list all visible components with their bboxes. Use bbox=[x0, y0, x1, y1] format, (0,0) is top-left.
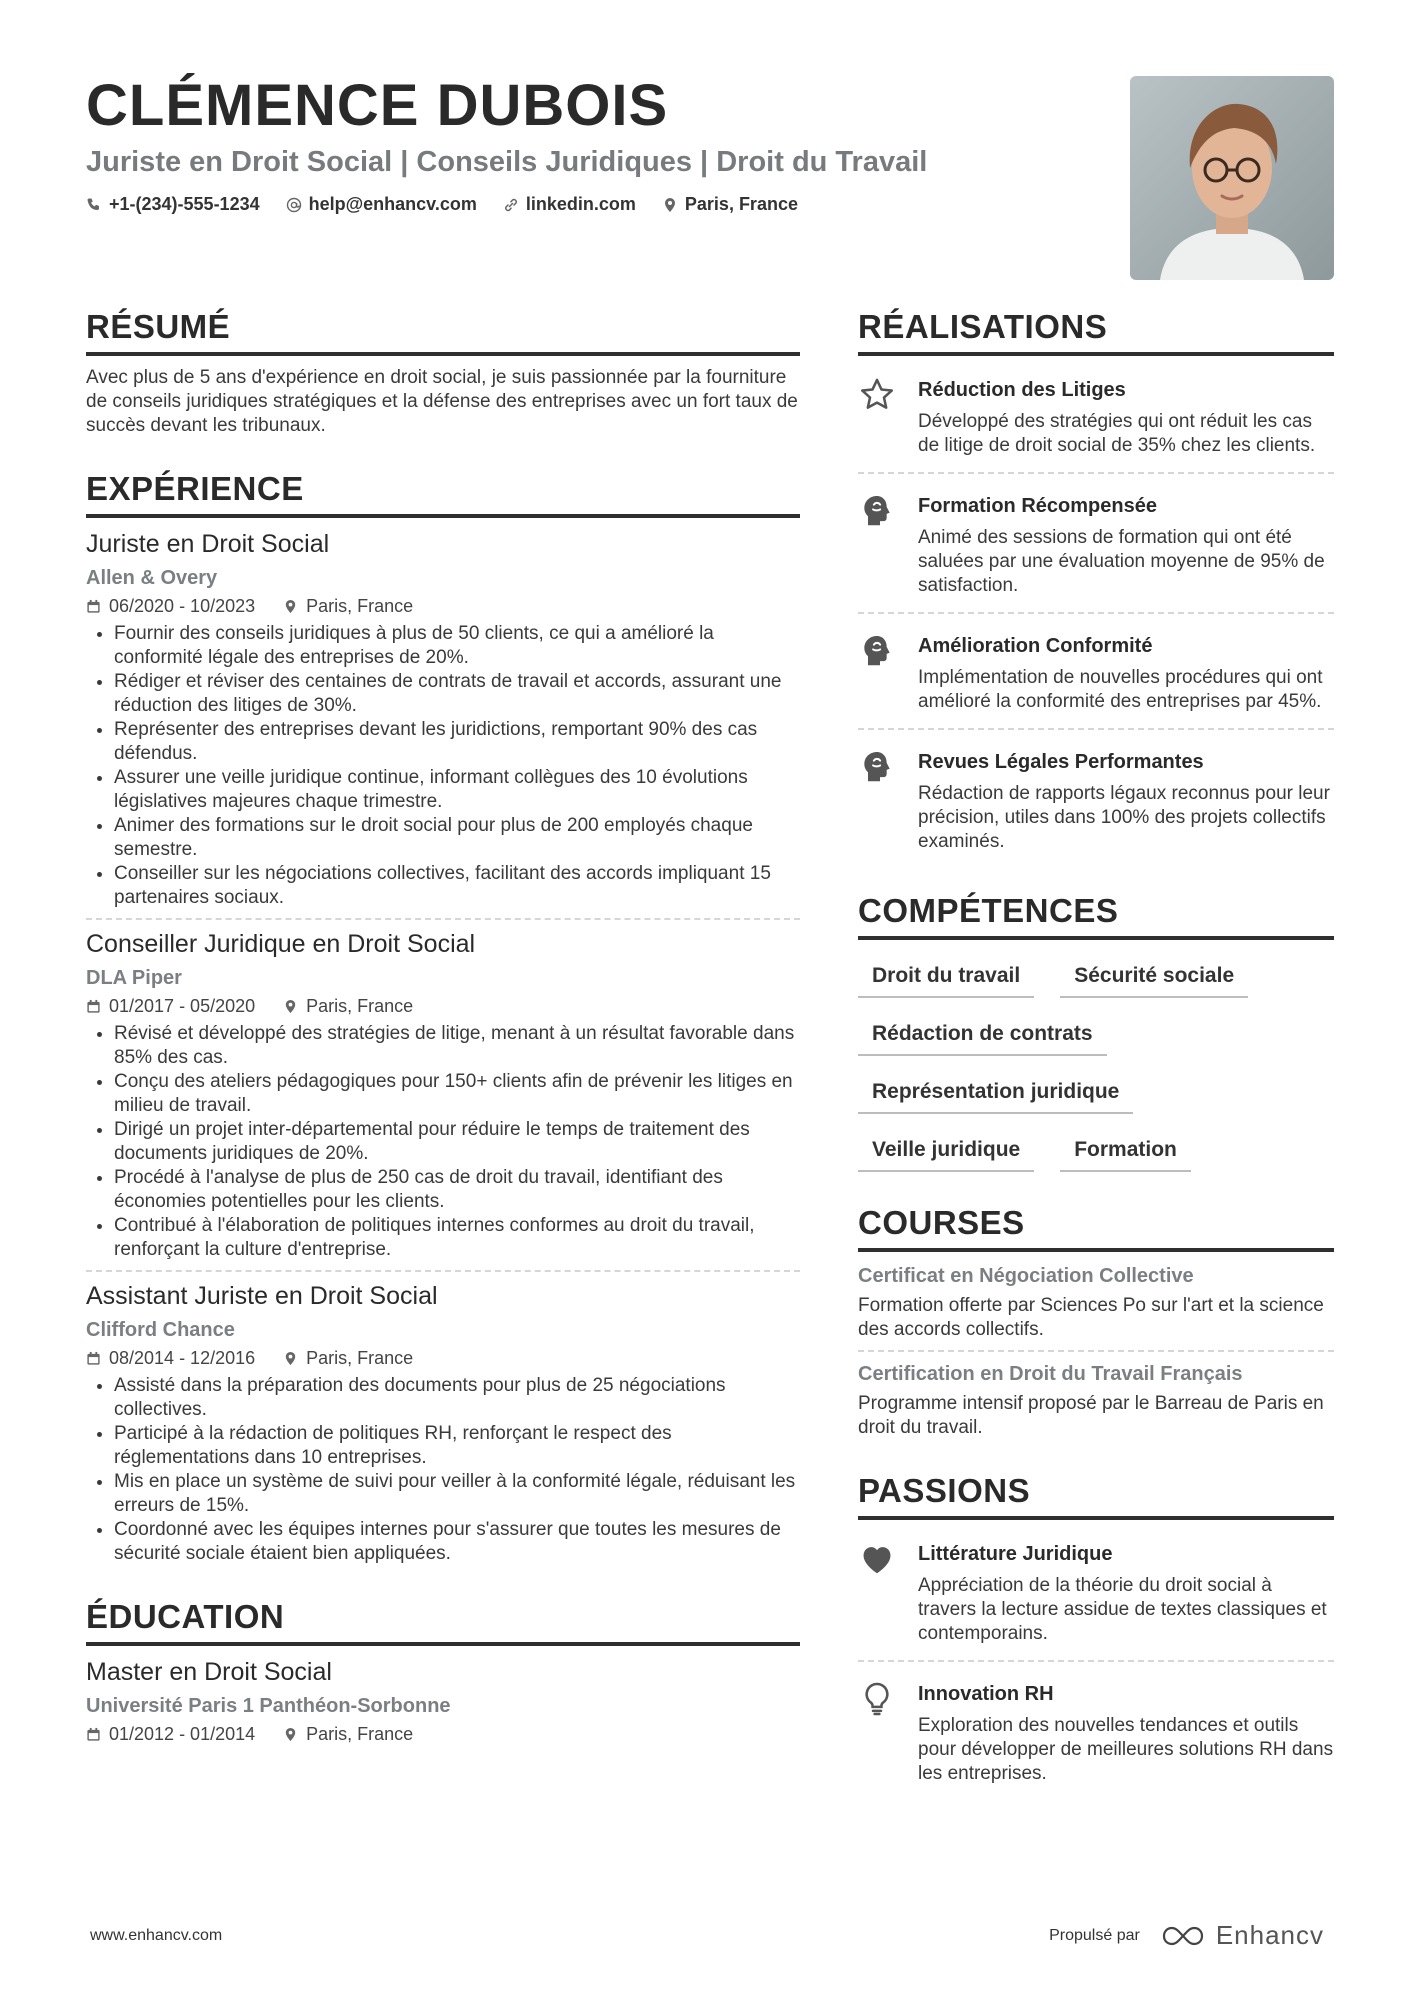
course-title: Certificat en Négociation Collective bbox=[858, 1265, 1194, 1287]
job-dates: 01/2017 - 05/2020 bbox=[109, 996, 256, 1016]
skill-tag: Représentation juridique bbox=[858, 1074, 1133, 1114]
brand-name: Enhancv bbox=[1215, 1920, 1324, 1950]
achievement-item bbox=[858, 622, 1334, 720]
course-item bbox=[858, 1262, 1334, 1342]
job-title: Conseiller Juridique en Droit Social bbox=[86, 930, 476, 958]
candidate-subtitle: Juriste en Droit Social | Conseils Juridiques | Droit du Travail bbox=[86, 146, 928, 178]
section-title-education: ÉDUCATION bbox=[86, 1598, 285, 1635]
section-title-passions: PASSIONS bbox=[858, 1472, 1031, 1509]
job-location: Paris, France bbox=[306, 596, 414, 616]
course-desc: Programme intensif proposé par le Barreau de Paris en droit du travail. bbox=[858, 1393, 1324, 1438]
dashed-divider bbox=[858, 1350, 1334, 1352]
achievements-section bbox=[858, 306, 1334, 860]
bullet-item: • Animer des formations sur le droit social pour plus de 200 employés chaque semestre. bbox=[114, 814, 800, 862]
at-icon bbox=[286, 197, 302, 213]
skill-tag: Veille juridique bbox=[858, 1132, 1034, 1172]
bullet-item: • Coordonné avec les équipes internes pour s'assurer que toutes les mesures de sécurité sociale étaient bien appliquées. bbox=[114, 1518, 800, 1566]
bullet-item: • Assisté dans la préparation des documents pour plus de 25 négociations collectives. bbox=[114, 1374, 800, 1422]
powered-by-text: Propulsé par bbox=[1049, 1926, 1140, 1944]
header bbox=[86, 72, 1086, 215]
job-bullets bbox=[86, 1022, 800, 1262]
skill-tag: Rédaction de contrats bbox=[858, 1016, 1107, 1056]
course-item bbox=[858, 1360, 1334, 1440]
contact-bar bbox=[86, 194, 1086, 215]
skills-section bbox=[858, 890, 1334, 1172]
left-column bbox=[86, 306, 800, 1776]
star-icon bbox=[858, 376, 896, 414]
summary-section bbox=[86, 306, 800, 438]
dashed-divider bbox=[858, 612, 1334, 614]
bullet-item: • Procédé à l'analyse de plus de 250 cas de droit du travail, identifiant des économies potentielles pour les clients. bbox=[114, 1166, 800, 1214]
passion-desc: Exploration des nouvelles tendances et outils pour développer de meilleures solutions RH dans les entreprises. bbox=[918, 1715, 1334, 1784]
achievement-item bbox=[858, 366, 1334, 464]
job-dates: 06/2020 - 10/2023 bbox=[109, 596, 256, 616]
calendar-icon bbox=[86, 1351, 101, 1366]
head-brain-icon bbox=[858, 748, 896, 786]
achievement-title: Amélioration Conformité bbox=[918, 635, 1153, 657]
dashed-divider bbox=[858, 728, 1334, 730]
bullet-item: • Révisé et développé des stratégies de litige, menant à un résultat favorable dans 85% des cas. bbox=[114, 1022, 800, 1070]
experience-section bbox=[86, 468, 800, 1566]
summary-text: Avec plus de 5 ans d'expérience en droit social, je suis passionnée par la fourniture de conseils juridiques stratégiques et la défense des entreprises avec un fort taux de succès devant les tribunaux. bbox=[86, 367, 798, 436]
footer bbox=[90, 1920, 1324, 1951]
job-meta bbox=[86, 994, 800, 1018]
section-divider bbox=[86, 352, 800, 356]
school-name: Université Paris 1 Panthéon-Sorbonne bbox=[86, 1695, 451, 1717]
section-title-courses: COURSES bbox=[858, 1204, 1025, 1241]
bullet-item: • Assurer une veille juridique continue, informant collègues des 10 évolutions législatives majeures chaque trimestre. bbox=[114, 766, 800, 814]
achievement-desc: Animé des sessions de formation qui ont été saluées par une évaluation moyenne de 95% de satisfaction. bbox=[918, 527, 1325, 596]
job-entry bbox=[86, 528, 800, 910]
bullet-item: • Fournir des conseils juridiques à plus de 50 clients, ce qui a amélioré la conformité légale des entreprises de 20%. bbox=[114, 622, 800, 670]
bullet-item: • Rédiger et réviser des centaines de contrats de travail et accords, assurant une réduction des litiges de 30%. bbox=[114, 670, 800, 718]
head-brain-icon bbox=[858, 632, 896, 670]
passion-title: Innovation RH bbox=[918, 1683, 1054, 1705]
course-title: Certification en Droit du Travail Français bbox=[858, 1363, 1243, 1385]
job-entry bbox=[86, 928, 800, 1262]
job-title: Assistant Juriste en Droit Social bbox=[86, 1282, 438, 1310]
passion-title: Littérature Juridique bbox=[918, 1543, 1113, 1565]
bullet-item: • Dirigé un projet inter-départemental pour réduire le temps de traitement des documents juridiques de 20%. bbox=[114, 1118, 800, 1166]
achievement-title: Formation Récompensée bbox=[918, 495, 1157, 517]
lightbulb-icon bbox=[858, 1680, 896, 1718]
job-meta bbox=[86, 1346, 800, 1370]
job-company: Clifford Chance bbox=[86, 1319, 235, 1341]
achievement-desc: Développé des stratégies qui ont réduit les cas de litige de droit social de 35% chez les clients. bbox=[918, 411, 1316, 456]
heart-icon bbox=[858, 1540, 896, 1578]
footer-branding bbox=[1049, 1920, 1324, 1951]
section-title-skills: COMPÉTENCES bbox=[858, 892, 1119, 929]
job-company: Allen & Overy bbox=[86, 567, 218, 589]
achievement-title: Revues Légales Performantes bbox=[918, 751, 1204, 773]
education-location: Paris, France bbox=[306, 1724, 414, 1744]
bullet-item: • Participé à la rédaction de politiques RH, renforçant le respect des réglementations dans 10 entreprises. bbox=[114, 1422, 800, 1470]
education-dates: 01/2012 - 01/2014 bbox=[109, 1724, 256, 1744]
section-divider bbox=[858, 1248, 1334, 1252]
contact-phone[interactable] bbox=[86, 194, 260, 215]
link-icon bbox=[503, 197, 519, 213]
profile-photo bbox=[1130, 76, 1334, 280]
phone-text: +1-(234)-555-1234 bbox=[109, 194, 260, 214]
bullet-item: • Conçu des ateliers pédagogiques pour 150+ clients afin de prévenir les litiges en milieu de travail. bbox=[114, 1070, 800, 1118]
job-location: Paris, France bbox=[306, 1348, 414, 1368]
section-divider bbox=[858, 936, 1334, 940]
education-meta bbox=[86, 1722, 800, 1746]
skills-list bbox=[858, 950, 1334, 1172]
section-divider bbox=[858, 1516, 1334, 1520]
section-title-achievements: RÉALISATIONS bbox=[858, 308, 1108, 345]
dashed-divider bbox=[86, 918, 800, 920]
courses-section bbox=[858, 1202, 1334, 1440]
bullet-item: • Contribué à l'élaboration de politiques internes conformes au droit du travail, renforçant la culture d'entreprise. bbox=[114, 1214, 800, 1262]
location-pin-icon bbox=[283, 999, 298, 1014]
dashed-divider bbox=[86, 1270, 800, 1272]
location-pin-icon bbox=[662, 197, 678, 213]
passion-item bbox=[858, 1530, 1334, 1652]
bullet-item: • Conseiller sur les négociations collectives, facilitant des accords impliquant 15 partenaires sociaux. bbox=[114, 862, 800, 910]
linkedin-text: linkedin.com bbox=[525, 194, 636, 214]
bullet-item: • Mis en place un système de suivi pour veiller à la conformité légale, réduisant les erreurs de 15%. bbox=[114, 1470, 800, 1518]
calendar-icon bbox=[86, 999, 101, 1014]
job-entry bbox=[86, 1280, 800, 1566]
right-column bbox=[858, 306, 1334, 1822]
achievement-item bbox=[858, 482, 1334, 604]
footer-website[interactable]: www.enhancv.com bbox=[90, 1926, 223, 1944]
location-pin-icon bbox=[283, 1351, 298, 1366]
contact-location bbox=[662, 194, 798, 215]
bullet-item: • Représenter des entreprises devant les juridictions, remportant 90% des cas défendus. bbox=[114, 718, 800, 766]
head-brain-icon bbox=[858, 492, 896, 530]
contact-email[interactable] bbox=[286, 194, 477, 215]
passions-section bbox=[858, 1470, 1334, 1792]
passion-item bbox=[858, 1670, 1334, 1792]
section-title-experience: EXPÉRIENCE bbox=[86, 470, 304, 507]
location-text: Paris, France bbox=[684, 194, 798, 214]
achievement-desc: Rédaction de rapports légaux reconnus pour leur précision, utiles dans 100% des projets collectifs examinés. bbox=[918, 783, 1330, 852]
passion-desc: Appréciation de la théorie du droit social à travers la lecture assidue de textes classiques et contemporains. bbox=[918, 1575, 1327, 1644]
course-desc: Formation offerte par Sciences Po sur l'art et la science des accords collectifs. bbox=[858, 1295, 1324, 1340]
job-meta bbox=[86, 594, 800, 618]
skill-tag: Formation bbox=[1060, 1132, 1191, 1172]
infinity-logo-icon bbox=[1160, 1924, 1206, 1948]
dashed-divider bbox=[858, 1660, 1334, 1662]
degree-title: Master en Droit Social bbox=[86, 1658, 332, 1686]
section-divider bbox=[86, 1642, 800, 1646]
contact-linkedin[interactable] bbox=[503, 194, 636, 215]
education-section bbox=[86, 1596, 800, 1746]
calendar-icon bbox=[86, 599, 101, 614]
dashed-divider bbox=[858, 472, 1334, 474]
achievement-title: Réduction des Litiges bbox=[918, 379, 1126, 401]
location-pin-icon bbox=[283, 599, 298, 614]
job-bullets bbox=[86, 1374, 800, 1566]
achievement-item bbox=[858, 738, 1334, 860]
achievement-desc: Implémentation de nouvelles procédures qui ont amélioré la conformité des entreprises par 45%. bbox=[918, 667, 1323, 712]
location-pin-icon bbox=[283, 1727, 298, 1742]
job-title: Juriste en Droit Social bbox=[86, 530, 330, 558]
job-bullets bbox=[86, 622, 800, 910]
job-company: DLA Piper bbox=[86, 967, 182, 989]
job-dates: 08/2014 - 12/2016 bbox=[109, 1348, 256, 1368]
skill-tag: Sécurité sociale bbox=[1060, 958, 1248, 998]
calendar-icon bbox=[86, 1727, 101, 1742]
job-location: Paris, France bbox=[306, 996, 414, 1016]
section-title-resume: RÉSUMÉ bbox=[86, 308, 231, 345]
candidate-name: CLÉMENCE DUBOIS bbox=[86, 73, 669, 138]
section-divider bbox=[86, 514, 800, 518]
section-divider bbox=[858, 352, 1334, 356]
skill-tag: Droit du travail bbox=[858, 958, 1034, 998]
enhancv-logo[interactable] bbox=[1160, 1920, 1324, 1951]
email-text: help@enhancv.com bbox=[308, 194, 477, 214]
phone-icon bbox=[86, 197, 102, 213]
